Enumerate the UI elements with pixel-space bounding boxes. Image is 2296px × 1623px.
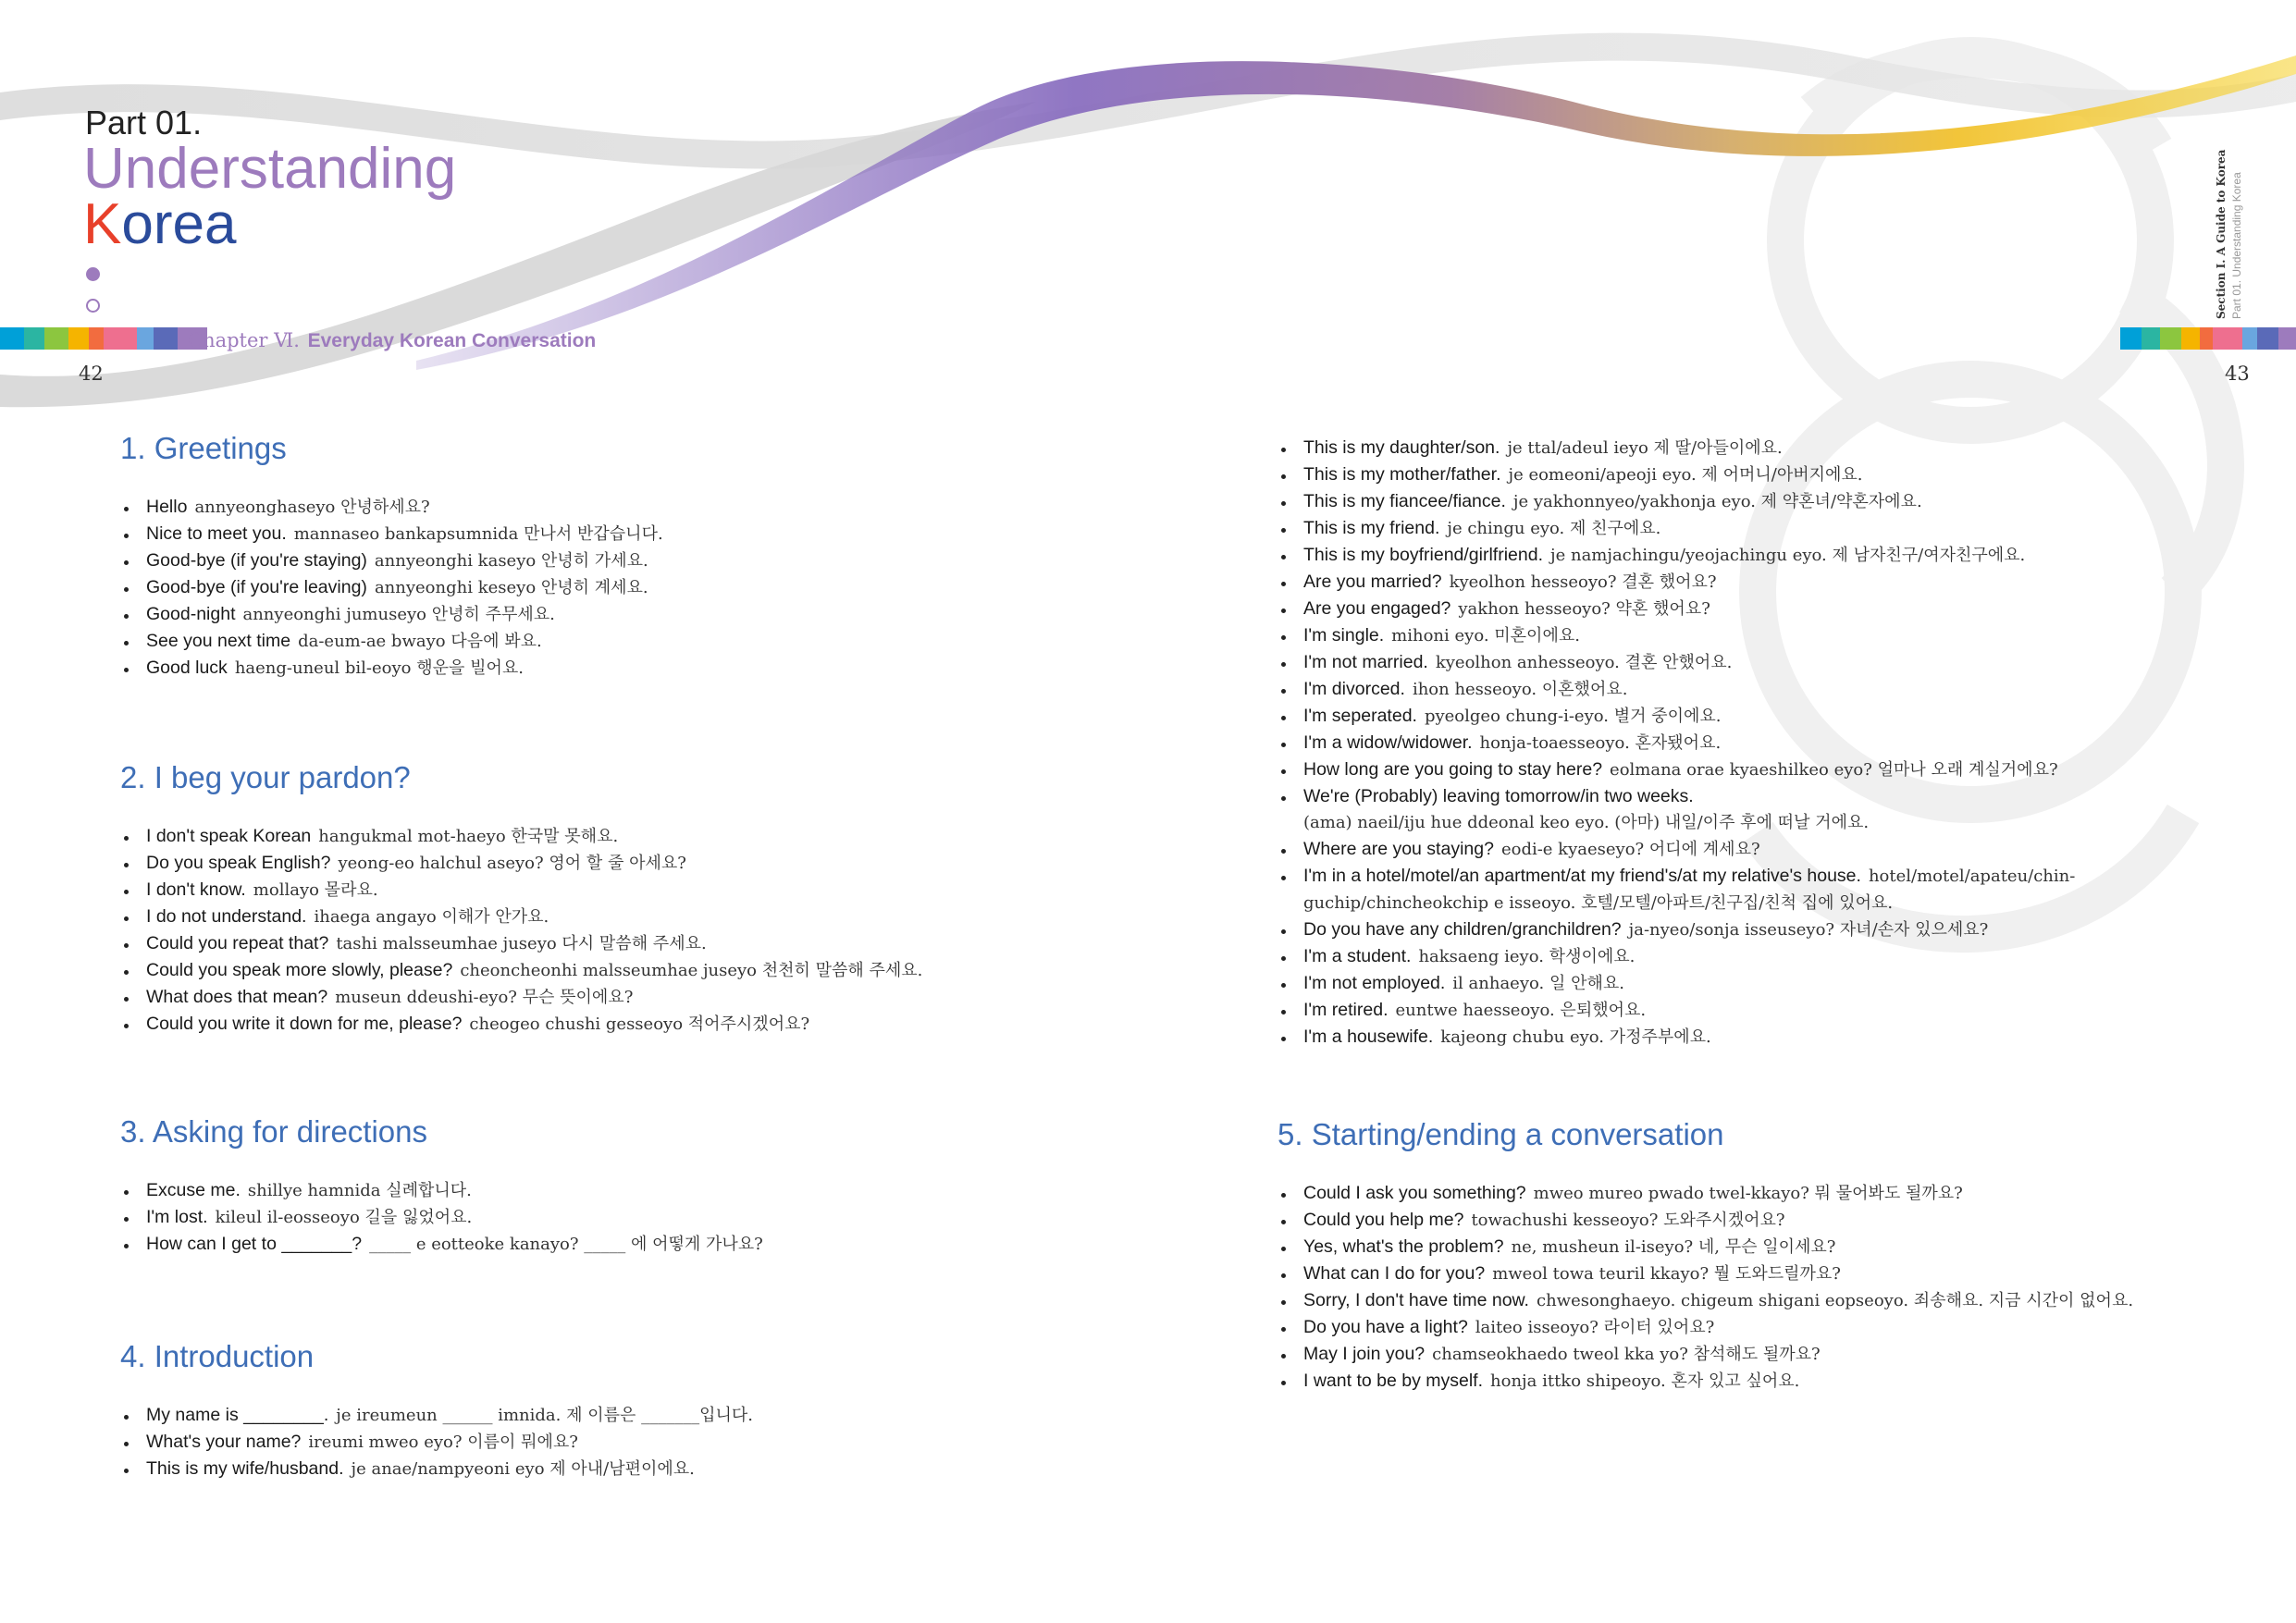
phrase-list: [120, 823, 1138, 1038]
phrase-item: [1278, 1024, 2295, 1051]
phrase-english: Do you have a light?: [1303, 1317, 1468, 1337]
phrase-item: [120, 850, 1138, 877]
phrase-list: [1278, 435, 2295, 1051]
phrase-english: This is my boyfriend/girlfriend.: [1303, 545, 1544, 565]
phrase-english: Excuse me.: [146, 1180, 241, 1200]
phrase-english: Do you have any children/granchildren?: [1303, 919, 1622, 940]
color-strip-left: [0, 327, 207, 350]
phrase-korean: tashi malsseumhae juseyo 다시 말씀해 주세요.: [336, 934, 707, 953]
phrase-english: Nice to meet you.: [146, 523, 287, 544]
phrase-korean: laiteo isseoyo? 라이터 있어요?: [1475, 1318, 1715, 1337]
phrase-korean: ihon hesseoyo. 이혼했어요.: [1412, 680, 1628, 699]
phrase-english: I'm single.: [1303, 625, 1385, 646]
phrase-item: [1278, 515, 2295, 542]
chapter-heading: [188, 329, 596, 352]
section-title: 2. I beg your pardon?: [120, 760, 411, 794]
phrase-korean: mihoni eyo. 미혼이에요.: [1391, 626, 1580, 646]
phrase-korean: mweo mureo pwado twel-kkayo? 뭐 물어봐도 될까요?: [1533, 1184, 1963, 1203]
phrase-korean: yeong-eo halchul aseyo? 영어 할 줄 아세요?: [338, 854, 686, 873]
phrase-korean: cheogeo chushi gesseoyo 적어주시겠어요?: [469, 1014, 810, 1034]
phrase-english: I don't know.: [146, 879, 246, 900]
phrase-item: [1278, 1234, 2295, 1260]
phrase-item: [1278, 596, 2295, 622]
phrase-item: [120, 877, 1138, 904]
phrase-korean: kajeong chubu eyo. 가정주부에요.: [1440, 1027, 1711, 1047]
phrase-item: [1278, 1287, 2295, 1314]
phrase-item: [1278, 1180, 2295, 1207]
phrase-korean: ihaega angayo 이해가 안가요.: [314, 907, 549, 927]
phrase-korean: chwesonghaeyo. chigeum shigani eopseoyo. 죄송해요. 지금 시간이 없어요.: [1536, 1291, 2134, 1310]
phrase-korean: eolmana orae kyaeshilkeo eyo? 얼마나 오래 계실거에요?: [1610, 760, 2058, 780]
phrase-item: [120, 1204, 1138, 1231]
color-strip-segment: [2160, 327, 2181, 350]
section-conversation: [1278, 1117, 2295, 1395]
phrase-english: Do you speak English?: [146, 853, 331, 873]
phrase-korean: ireumi mweo eyo? 이름이 뭐에요?: [308, 1432, 578, 1452]
phrase-english: What does that mean?: [146, 987, 328, 1007]
phrase-item: [120, 1011, 1138, 1038]
phrase-item: [1278, 1314, 2295, 1341]
phrase-korean: chamseokhaedo tweol kka yo? 참석해도 될까요?: [1432, 1345, 1821, 1364]
phrase-item: [1278, 783, 2295, 809]
section-directions: [120, 1114, 1138, 1258]
phrase-korean: eodi-e kyaeseyo? 어디에 계세요?: [1500, 840, 1760, 859]
phrase-english: Yes, what's the problem?: [1303, 1236, 1504, 1257]
color-strip-segment: [2257, 327, 2278, 350]
phrase-english: May I join you?: [1303, 1344, 1426, 1364]
phrase-item: [120, 1231, 1138, 1258]
phrase-english: I don't speak Korean: [146, 826, 312, 846]
phrase-english: This is my fiancee/fiance.: [1303, 491, 1506, 511]
phrase-korean: pyeolgeo chung-i-eyo. 별거 중이에요.: [1424, 707, 1722, 726]
phrase-list: [120, 494, 1138, 682]
phrase-korean: honja ittko shipeoyo. 혼자 있고 싶어요.: [1490, 1371, 1800, 1391]
section-title: 5. Starting/ending a conversation: [1278, 1117, 1724, 1151]
section-title: 4. Introduction: [120, 1339, 315, 1373]
phrase-item: [1278, 809, 2295, 836]
phrase-item: [1278, 1207, 2295, 1234]
section-beg-pardon: [120, 760, 1138, 1038]
running-header-vertical: [2214, 150, 2245, 319]
phrase-english: Could you repeat that?: [146, 933, 329, 953]
phrase-korean: yakhon hesseoyo? 약혼 했어요?: [1458, 599, 1710, 619]
title-korea-k: K: [83, 192, 122, 256]
phrase-item: [120, 655, 1138, 682]
phrase-english: I'm retired.: [1303, 1000, 1389, 1020]
title-korea-rest: orea: [121, 192, 237, 256]
phrase-korean: il anhaeyo. 일 안해요.: [1452, 974, 1624, 993]
phrase-korean: je chingu eyo. 제 친구에요.: [1447, 519, 1661, 538]
running-header-section: Section I. A Guide to Korea: [2215, 149, 2228, 319]
phrase-item: [120, 984, 1138, 1011]
phrase-korean: je namjachingu/yeojachingu eyo. 제 남자친구/여자친구에요.: [1550, 546, 2026, 565]
filled-dot: [86, 267, 100, 281]
phrase-english: I'm a housewife.: [1303, 1027, 1434, 1047]
color-strip-segment: [89, 327, 104, 350]
phrase-english: I'm in a hotel/motel/an apartment/at my friend's/at my relative's house.: [1303, 866, 1861, 886]
phrase-korean: hangukmal mot-haeyo 한국말 못해요.: [318, 827, 619, 846]
chapter-number: Chapter Ⅵ.: [188, 329, 300, 351]
phrase-korean: haeng-uneul bil-eoyo 행운을 빌어요.: [234, 658, 525, 678]
phrase-item: [1278, 622, 2295, 649]
phrase-item: [1278, 461, 2295, 488]
color-strip-segment: [2181, 327, 2200, 350]
phrase-item: [120, 1177, 1138, 1204]
phrase-item: [120, 601, 1138, 628]
phrase-english: I'm divorced.: [1303, 679, 1405, 699]
phrase-korean: towachushi kesseoyo? 도와주시겠어요?: [1471, 1211, 1785, 1230]
part-label: Part 01.: [85, 104, 203, 141]
color-strip-segment: [68, 327, 89, 350]
phrase-korean: euntwe haesseoyo. 은퇴했어요.: [1395, 1001, 1647, 1020]
phrase-item: [120, 1402, 1138, 1429]
phrase-english: Where are you staying?: [1303, 839, 1494, 859]
phrase-korean: ja-nyeo/sonja isseuseyo? 자녀/손자 있으세요?: [1628, 920, 1989, 940]
phrase-item: [1278, 1341, 2295, 1368]
color-strip-segment: [0, 327, 24, 350]
color-strip-segment: [2120, 327, 2142, 350]
chapter-name: Everyday Korean Conversation: [307, 330, 597, 351]
phrase-item: [120, 574, 1138, 601]
phrase-korean: kyeolhon hesseoyo? 결혼 했어요?: [1449, 572, 1717, 592]
page-number-right: 43: [2225, 363, 2250, 385]
phrase-item: [1278, 890, 2295, 916]
phrase-english: Could I ask you something?: [1303, 1183, 1526, 1203]
phrase-item: [1278, 730, 2295, 756]
phrase-english: I'm a student.: [1303, 946, 1412, 966]
phrase-korean: cheoncheonhi malsseumhae juseyo 천천히 말씀해 주세요.: [460, 961, 923, 980]
phrase-korean: ne, musheun il-iseyo? 네, 무슨 일이세요?: [1511, 1237, 1836, 1257]
color-strip-segment: [44, 327, 68, 350]
title-korea: [83, 192, 237, 256]
phrase-item: [1278, 916, 2295, 943]
phrase-item: [1278, 1260, 2295, 1287]
phrase-korean: annyeonghi kaseyo 안녕히 가세요.: [374, 551, 648, 571]
phrase-english: Could you speak more slowly, please?: [146, 960, 453, 980]
color-strip-segment: [154, 327, 178, 350]
phrase-item: [120, 823, 1138, 850]
phrase-korean: haksaeng ieyo. 학생이에요.: [1418, 947, 1636, 966]
phrase-korean: hotel/motel/apateu/chin-: [1868, 867, 2076, 886]
phrase-item: [1278, 649, 2295, 676]
phrase-korean: je ireumeun ______ imnida. 제 이름은 _______입니다.: [336, 1406, 753, 1425]
phrase-item: [1278, 836, 2295, 863]
phrase-korean: annyeonghi jumuseyo 안녕히 주무세요.: [242, 605, 555, 624]
phrase-english: How can I get to _______?: [146, 1234, 363, 1254]
phrase-english: I want to be by myself.: [1303, 1371, 1484, 1391]
phrase-list: [120, 1177, 1138, 1258]
phrase-korean: kyeolhon anhesseoyo. 결혼 안했어요.: [1435, 653, 1733, 672]
phrase-item: [120, 1429, 1138, 1456]
phrase-english: See you next time: [146, 631, 291, 651]
phrase-english: Good luck: [146, 658, 228, 678]
phrase-english: Could you write it down for me, please?: [146, 1014, 463, 1034]
phrase-item: [1278, 756, 2295, 783]
phrase-english: How long are you going to stay here?: [1303, 759, 1603, 780]
phrase-korean: mollayo 몰라요.: [253, 880, 378, 900]
phrase-item: [1278, 488, 2295, 515]
running-header-part: Part 01. Understanding Korea: [2230, 172, 2243, 319]
phrase-english: Hello: [146, 497, 188, 517]
phrase-korean: je yakhonnyeo/yakhonja eyo. 제 약혼녀/약혼자에요.: [1512, 492, 1922, 511]
phrase-english: I'm seperated.: [1303, 706, 1417, 726]
color-strip-right: [2120, 327, 2296, 350]
phrase-item: [120, 628, 1138, 655]
section-introduction-continued: [1278, 435, 2295, 1051]
phrase-item: [1278, 970, 2295, 997]
phrase-english: Good-bye (if you're leaving): [146, 577, 367, 597]
color-strip-segment: [2142, 327, 2160, 350]
color-strip-segment: [2278, 327, 2296, 350]
phrase-korean: _____ e eotteoke kanayo? _____ 에 어떻게 가나요?: [369, 1235, 763, 1254]
phrase-english: We're (Probably) leaving tomorrow/in two weeks.: [1303, 786, 1694, 806]
title-understanding: Understanding: [83, 137, 457, 201]
section-introduction: [120, 1339, 1138, 1482]
phrase-item: [1278, 435, 2295, 461]
phrase-english: I'm a widow/widower.: [1303, 732, 1473, 753]
phrase-english: Good-night: [146, 604, 236, 624]
color-strip-segment: [2242, 327, 2257, 350]
phrase-korean: museun ddeushi-eyo? 무슨 뜻이에요?: [335, 988, 634, 1007]
phrase-item: [1278, 542, 2295, 569]
phrase-item: [1278, 676, 2295, 703]
phrase-english: This is my wife/husband.: [146, 1458, 344, 1479]
phrase-korean: annyeonghi keseyo 안녕히 계세요.: [374, 578, 648, 597]
phrase-korean: shillye hamnida 실례합니다.: [247, 1181, 472, 1200]
color-strip-segment: [104, 327, 137, 350]
phrase-item: [120, 521, 1138, 547]
phrase-item: [120, 904, 1138, 930]
phrase-english: What's your name?: [146, 1432, 302, 1452]
phrase-item: [1278, 997, 2295, 1024]
phrase-english: What can I do for you?: [1303, 1263, 1486, 1284]
phrase-korean: annyeonghaseyo 안녕하세요?: [194, 498, 430, 517]
section-greetings: [120, 431, 1138, 682]
phrase-english: I'm not married.: [1303, 652, 1428, 672]
phrase-korean: guchip/chincheokchip e isseoyo. 호텔/모텔/아파트/친구집/친척 집에 있어요.: [1303, 893, 1894, 913]
phrase-item: [120, 957, 1138, 984]
phrase-list: [1278, 1180, 2295, 1395]
phrase-korean: kileul il-eosseoyo 길을 잃었어요.: [215, 1208, 473, 1227]
phrase-korean: mannaseo bankapsumnida 만나서 반갑습니다.: [293, 524, 663, 544]
color-strip-segment: [2200, 327, 2213, 350]
phrase-list: [120, 1402, 1138, 1482]
phrase-korean: je eomeoni/apeoji eyo. 제 어머니/아버지에요.: [1508, 465, 1863, 485]
phrase-item: [120, 547, 1138, 574]
section-title: 1. Greetings: [120, 431, 287, 465]
phrase-english: Good-bye (if you're staying): [146, 550, 367, 571]
phrase-korean: je ttal/adeul ieyo 제 딸/아들이에요.: [1507, 438, 1783, 458]
phrase-english: This is my daughter/son.: [1303, 437, 1500, 458]
section-title: 3. Asking for directions: [120, 1114, 427, 1149]
color-strip-segment: [2213, 327, 2242, 350]
phrase-item: [1278, 943, 2295, 970]
phrase-item: [1278, 1368, 2295, 1395]
page-number-left: 42: [79, 363, 104, 385]
phrase-english: Are you married?: [1303, 572, 1442, 592]
phrase-english: My name is ________.: [146, 1405, 329, 1425]
phrase-korean: je anae/nampyeoni eyo 제 아내/남편이에요.: [351, 1459, 695, 1479]
phrase-english: Could you help me?: [1303, 1210, 1464, 1230]
phrase-item: [120, 1456, 1138, 1482]
phrase-korean: da-eum-ae bwayo 다음에 봐요.: [298, 632, 542, 651]
phrase-english: I do not understand.: [146, 906, 307, 927]
phrase-item: [120, 494, 1138, 521]
color-strip-segment: [24, 327, 44, 350]
phrase-korean: (ama) naeil/iju hue ddeonal keo eyo. (아마) 내일/이주 후에 떠날 거에요.: [1303, 813, 1870, 832]
phrase-english: This is my mother/father.: [1303, 464, 1501, 485]
phrase-item: [1278, 863, 2295, 890]
phrase-item: [1278, 703, 2295, 730]
phrase-item: [120, 930, 1138, 957]
phrase-english: I'm not employed.: [1303, 973, 1446, 993]
phrase-english: Are you engaged?: [1303, 598, 1451, 619]
open-dot: [86, 299, 100, 313]
phrase-korean: mweol towa teuril kkayo? 뭘 도와드릴까요?: [1492, 1264, 1841, 1284]
phrase-english: I'm lost.: [146, 1207, 208, 1227]
phrase-english: This is my friend.: [1303, 518, 1440, 538]
phrase-item: [1278, 569, 2295, 596]
phrase-korean: honja-toaesseoyo. 혼자됐어요.: [1479, 733, 1722, 753]
phrase-english: Sorry, I don't have time now.: [1303, 1290, 1529, 1310]
color-strip-segment: [137, 327, 154, 350]
